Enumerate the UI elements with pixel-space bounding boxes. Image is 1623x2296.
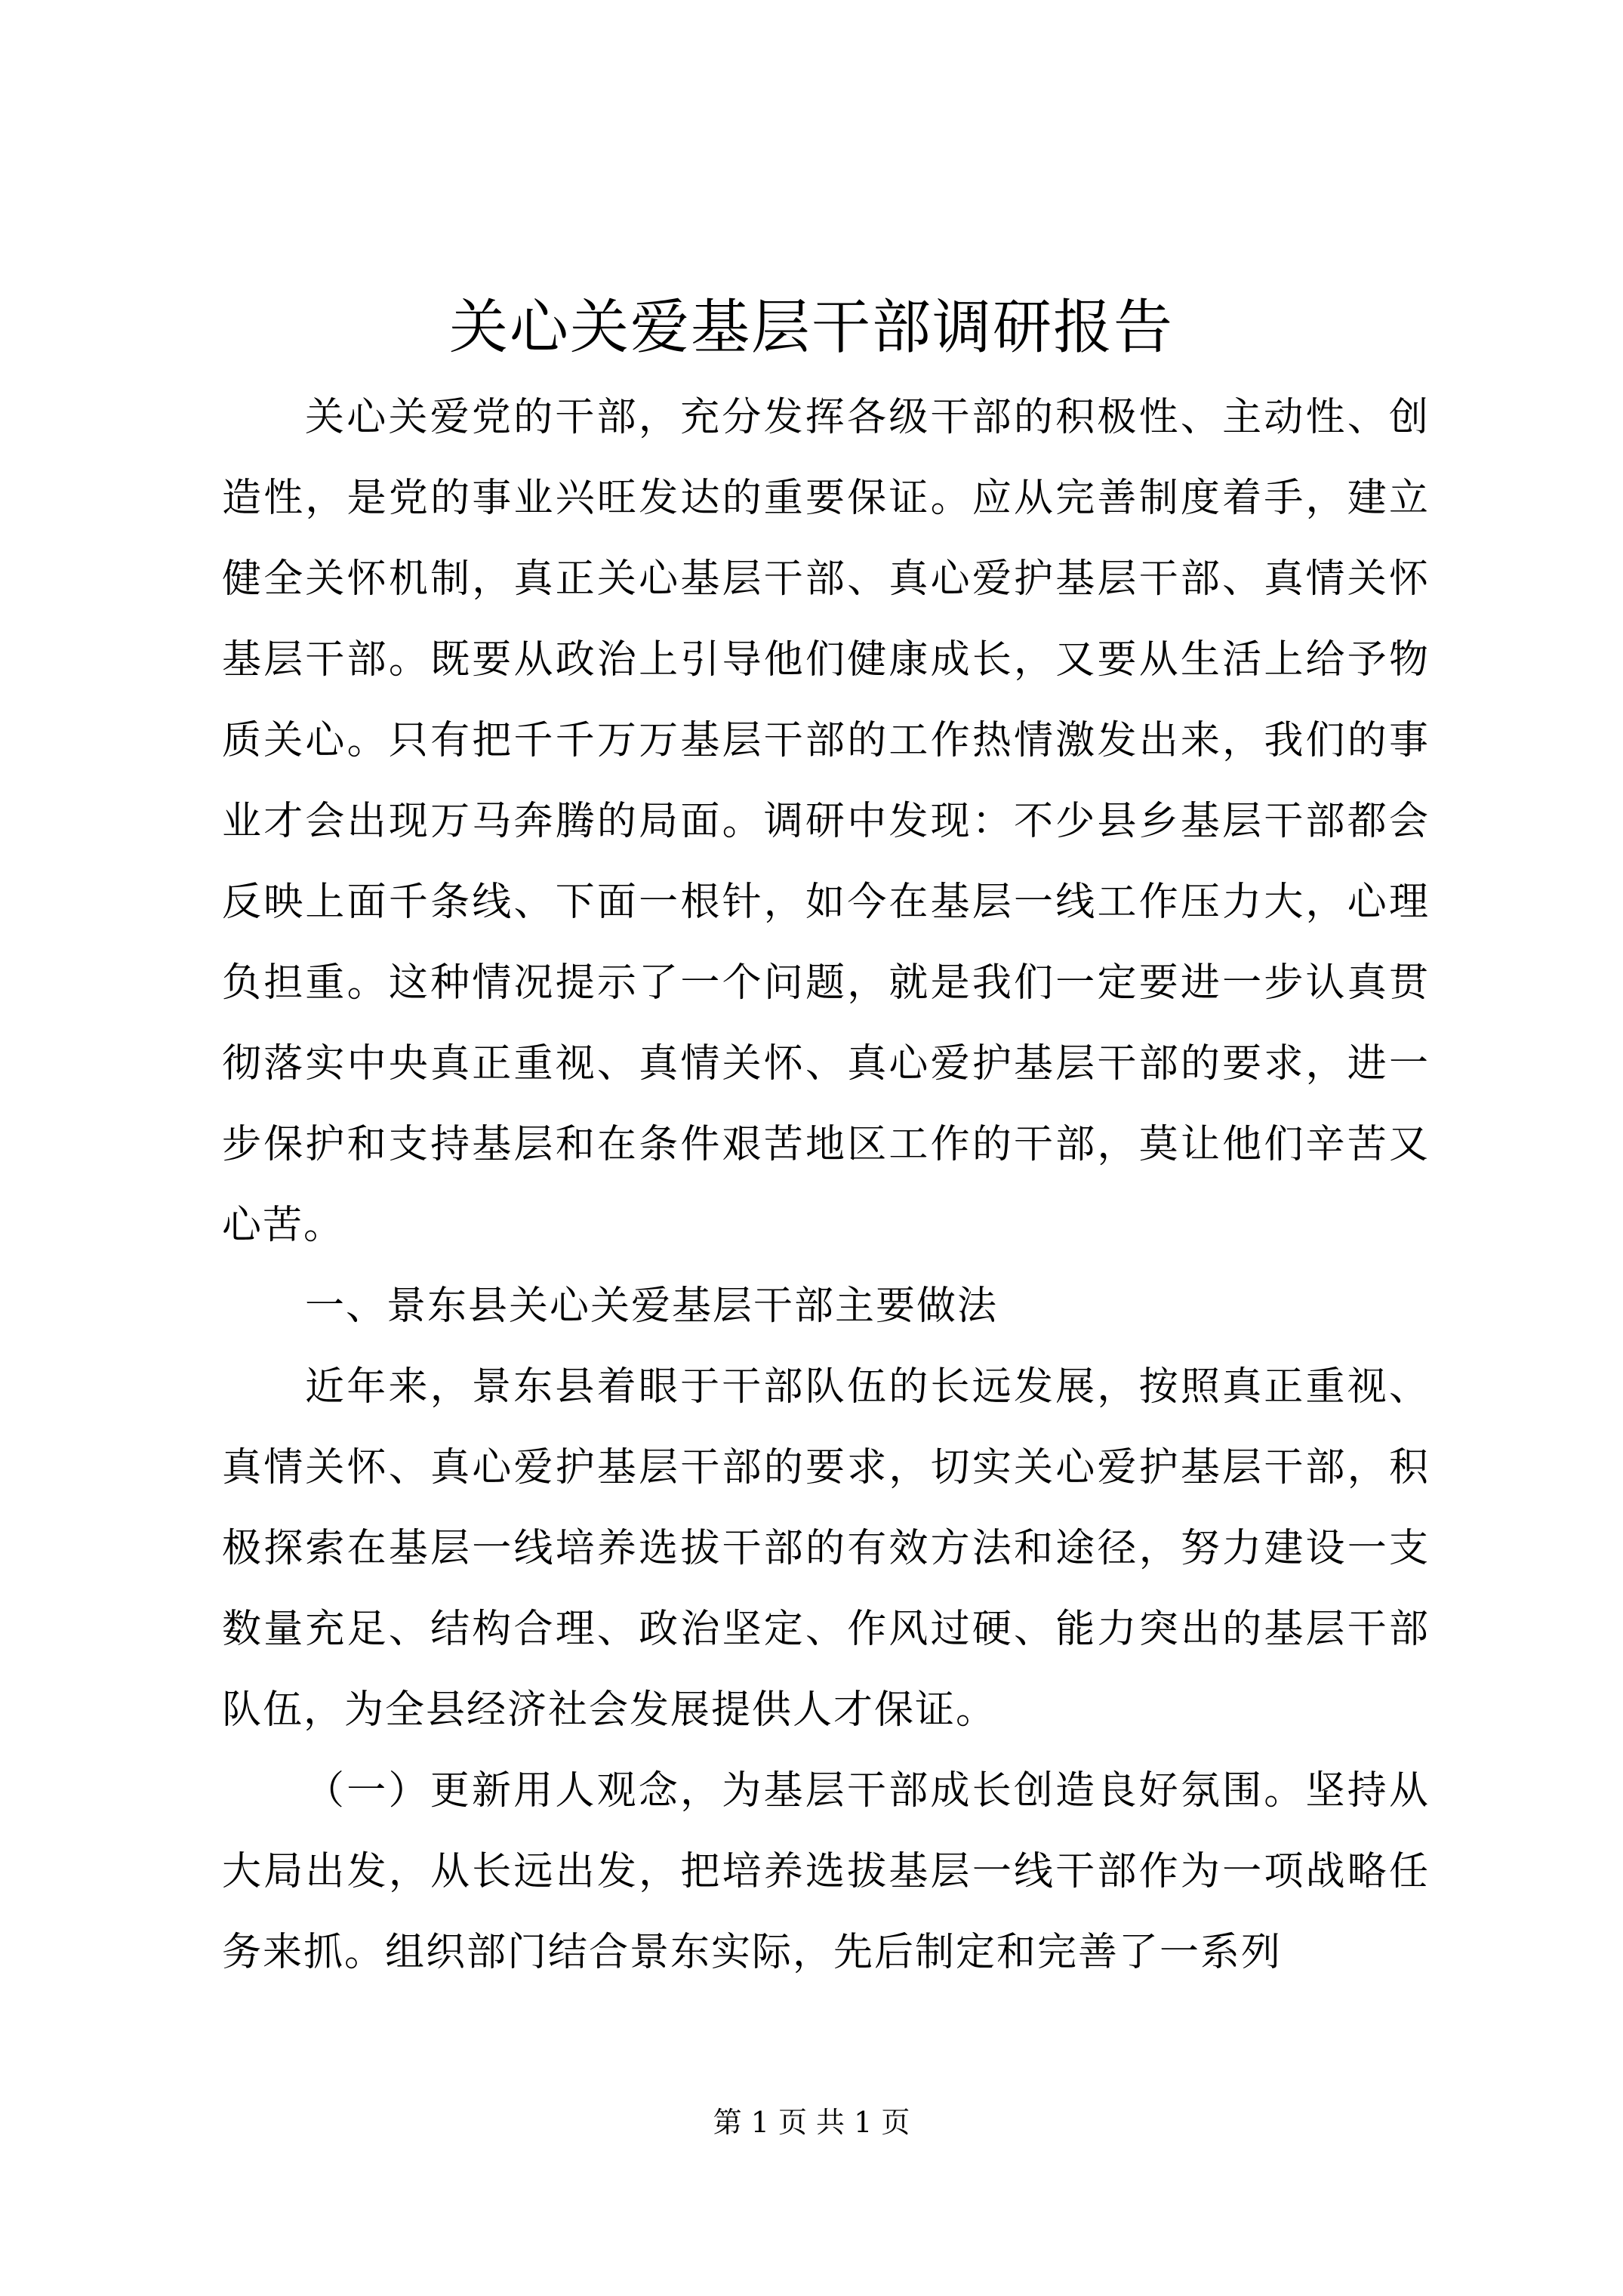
paragraph-section-1: 近年来，景东县着眼于干部队伍的长远发展，按照真正重视、真情关怀、真心爱护基层干部的要求，切实关心爱护基层干部，积极探索在基层一线培养选拔干部的有效方法和途径，努力建设一支数量充足、结构合理、政治坚定、作风过硬、能力突出的基层干部队伍，为全县经济社会发展提供人才保证。 xyxy=(222,1364,1430,1733)
document-title: 关心关爱基层干部调研报告 xyxy=(448,294,1174,362)
section-heading-1: 一、景东县关心关爱基层干部主要做法 xyxy=(305,1284,999,1329)
document-body xyxy=(222,378,1430,1993)
page-footer: 第 1 页 共 1 页 xyxy=(713,2106,910,2139)
paragraph-subsection-1: （一）更新用人观念，为基层干部成长创造良好氛围。坚持从大局出发，从长远出发，把培养选拔基层一线干部作为一项战略任务来抓。组织部门结合景东实际，先后制定和完善了一系列 xyxy=(222,1768,1430,1975)
paragraph-intro: 关心关爱党的干部，充分发挥各级干部的积极性、主动性、创造性，是党的事业兴旺发达的重要保证。应从完善制度着手，建立健全关怀机制，真正关心基层干部、真心爱护基层干部、真情关怀基层干部。既要从政治上引导他们健康成长，又要从生活上给予物质关心。只有把千千万万基层干部的工作热情激发出来，我们的事业才会出现万马奔腾的局面。调研中发现：不少县乡基层干部都会反映上面千条线、下面一根针，如今在基层一线工作压力大，心理负担重。这种情况提示了一个问题，就是我们一定要进一步认真贯彻落实中央真正重视、真情关怀、真心爱护基层干部的要求，进一步保护和支持基层和在条件艰苦地区工作的干部，莫让他们辛苦又心苦。 xyxy=(222,395,1430,1248)
